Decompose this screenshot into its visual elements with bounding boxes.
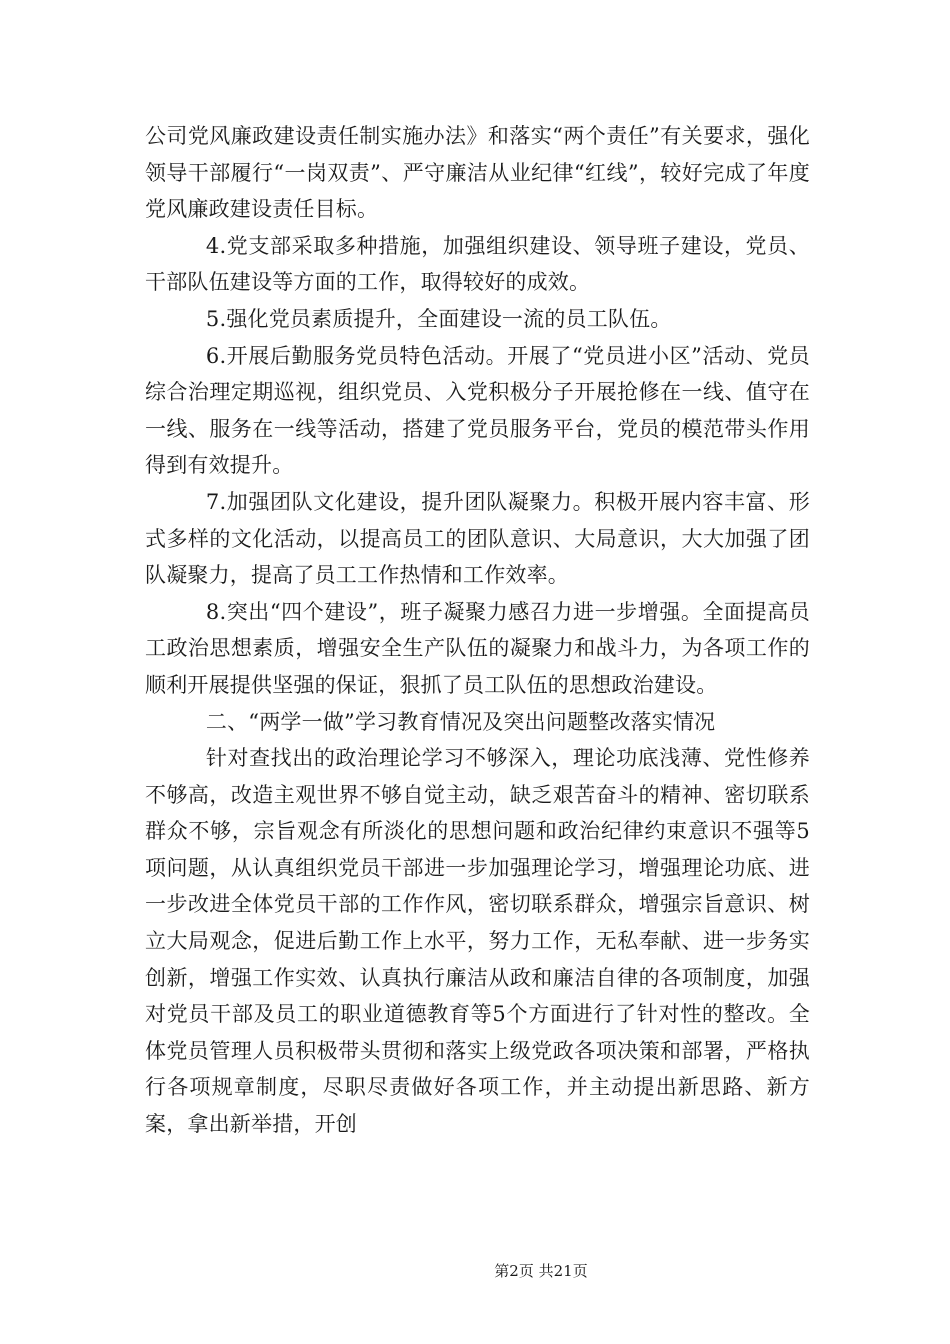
paragraph-item-4: 4.党支部采取多种措施，加强组织建设、领导班子建设，党员、干部队伍建设等方面的工作，取得较好的成效。 [145,233,810,295]
document-body [145,118,810,1143]
section-heading-2: 二、“两学一做”学习教育情况及突出问题整改落实情况 [205,709,716,734]
paragraph-continuation: 公司党风廉政建设责任制实施办法》和落实“两个责任”有关要求，强化领导干部履行“一岗双责”、严守廉洁从业纪律“红线”，较好完成了年度党风廉政建设责任目标。 [145,124,810,222]
paragraph-rectification: 针对查找出的政治理论学习不够深入，理论功底浅薄、党性修养不够高，改造主观世界不够自觉主动，缺乏艰苦奋斗的精神、密切联系群众不够，宗旨观念有所淡化的思想问题和政治纪律约束意识不强等5项问题，从认真组织党员干部进一步加强理论学习，增强理论功底、进一步改进全体党员干部的工作作风，密切联系群众，增强宗旨意识、树立大局观念，促进后勤工作上水平，努力工作，无私奉献、进一步务实创新，增强工作实效、认真执行廉洁从政和廉洁自律的各项制度，加强对党员干部及员工的职业道德教育等5个方面进行了针对性的整改。全体党员管理人员积极带头贯彻和落实上级党政各项决策和部署，严格执行各项规章制度，尽职尽责做好各项工作，并主动提出新思路、新方案，拿出新举措，开创 [145,746,810,1137]
paragraph-item-6: 6.开展后勤服务党员特色活动。开展了“党员进小区”活动、党员综合治理定期巡视，组织党员、入党积极分子开展抢修在一线、值守在一线、服务在一线等活动，搭建了党员服务平台，党员的模范带头作用得到有效提升。 [145,343,810,478]
paragraph-item-7: 7.加强团队文化建设，提升团队凝聚力。积极开展内容丰富、形式多样的文化活动，以提高员工的团队意识、大局意识，大大加强了团队凝聚力，提高了员工工作热情和工作效率。 [145,489,810,588]
page-number: 第2页 共21页 [494,1262,588,1280]
paragraph-item-5: 5.强化党员素质提升，全面建设一流的员工队伍。 [205,306,672,331]
paragraph-item-8: 8.突出“四个建设”，班子凝聚力感召力进一步增强。全面提高员工政治思想素质，增强安全生产队伍的凝聚力和战斗力，为各项工作的顺利开展提供坚强的保证，狠抓了员工队伍的思想政治建设。 [145,599,810,697]
